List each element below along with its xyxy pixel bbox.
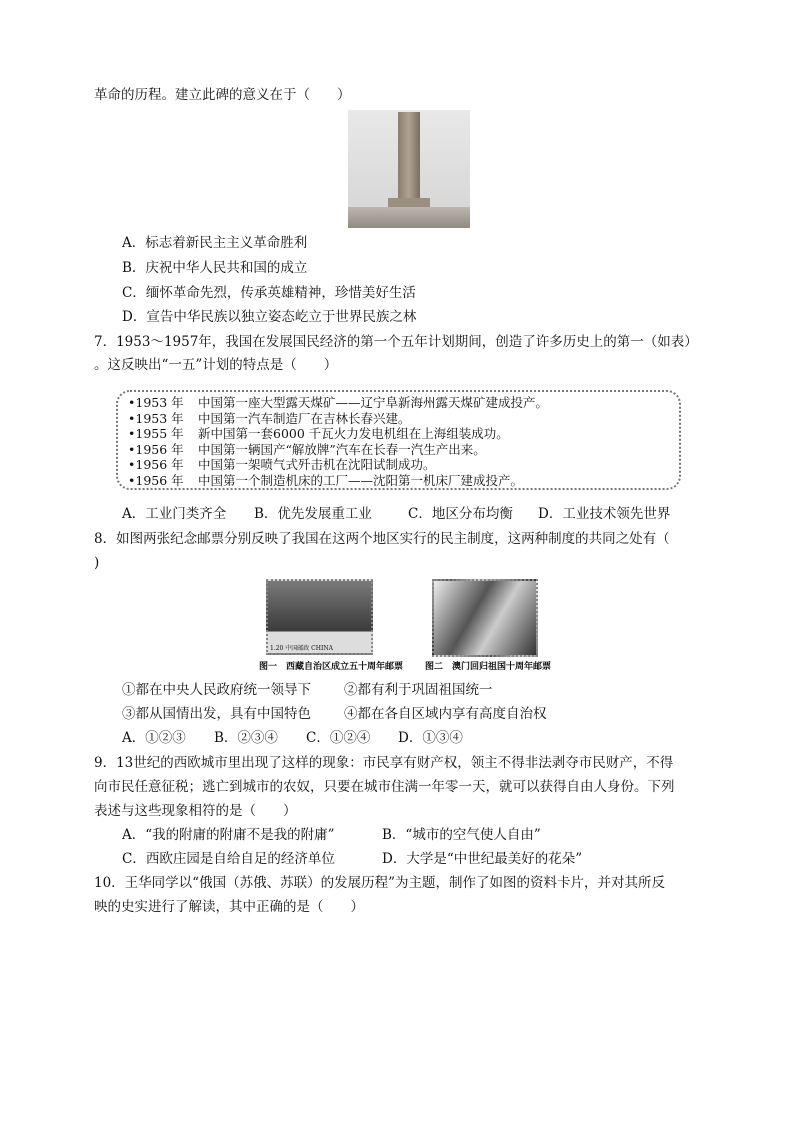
q8-option-d: D．①③④ <box>398 730 463 746</box>
q7-option-b: B．优先发展重工业 <box>254 506 372 522</box>
row-year: •1956 年 <box>128 457 184 472</box>
q7-options <box>122 504 670 524</box>
q8-option-b: B．②③④ <box>214 730 278 746</box>
q7-option-c: C．地区分布均衡 <box>408 506 513 522</box>
q7-firsts-table <box>116 390 681 490</box>
q6-stem: 革命的历程。建立此碑的意义在于（ ） <box>94 87 351 103</box>
q8-stem-1: 8．如图两张纪念邮票分别反映了我国在这两个地区实行的民主制度，这两种制度的共同之处有（ <box>94 531 670 547</box>
row-text: 中国第一汽车制造厂在吉林长春兴建。 <box>198 410 411 426</box>
q7-option-a: A．工业门类齐全 <box>122 506 227 522</box>
q9-option-a: A．“我的附庸的附庸不是我的附庸” <box>122 827 335 843</box>
row-text: 中国第一辆国产“解放牌”汽车在长春一汽生产出来。 <box>198 441 486 457</box>
macau-stamp <box>432 579 538 657</box>
q7-stem-2: 。这反映出“一五”计划的特点是（ ） <box>94 357 338 373</box>
q8-options <box>122 728 463 748</box>
q9-options-row-1 <box>122 825 541 845</box>
q10-stem-1: 10．王华同学以“俄国（苏俄、苏联）的发展历程”为主题，制作了如图的资料卡片，并对其所反 <box>94 875 665 891</box>
q10-stem-2: 映的史实进行了解读，其中正确的是（ ） <box>94 899 364 915</box>
stamp-caption-2: 图二 澳门回归祖国十周年邮票 <box>425 662 552 672</box>
q8-option-c: C．①②④ <box>306 730 371 746</box>
stamp-caption-1: 图一 西藏自治区成立五十周年邮票 <box>259 662 404 672</box>
q8-item-2: ②都有利于巩固祖国统一 <box>344 682 493 698</box>
q6-option-d: D．宣告中华民族以独立姿态屹立于世界民族之林 <box>122 309 417 325</box>
q8-items-row-2 <box>122 704 547 724</box>
q6-option-b: B．庆祝中华人民共和国的成立 <box>122 260 308 276</box>
q9-stem-1: 9．13世纪的西欧城市里出现了这样的现象：市民享有财产权，领主不得非法剥夺市民财产，不得 <box>94 755 674 771</box>
tibet-stamp <box>266 579 373 655</box>
table-row <box>128 395 669 411</box>
q8-stem-2: ) <box>94 555 100 571</box>
q8-item-1: ①都在中央人民政府统一领导下 <box>122 682 311 698</box>
table-row <box>128 411 669 427</box>
monument-photo <box>348 110 470 228</box>
q6-option-c: C．缅怀革命先烈，传承英雄精神，珍惜美好生活 <box>122 285 416 301</box>
row-year: •1953 年 <box>128 410 184 426</box>
row-year: •1953 年 <box>128 395 184 410</box>
q9-options-row-2 <box>122 849 582 869</box>
row-year: •1955 年 <box>128 426 184 441</box>
stamp-denomination: 1.20 中国邮政 CHINA <box>270 645 333 652</box>
q9-option-b: B．“城市的空气使人自由” <box>382 827 541 843</box>
q6-option-a: A．标志着新民主主义革命胜利 <box>122 235 308 251</box>
q7-option-d: D．工业技术领先世界 <box>538 506 671 522</box>
row-text: 中国第一个制造机床的工厂——沈阳第一机床厂建成投产。 <box>198 472 524 488</box>
q8-item-4: ④都在各自区域内享有高度自治权 <box>344 706 547 722</box>
table-row <box>128 473 669 489</box>
q8-item-3: ③都从国情出发，具有中国特色 <box>122 706 311 722</box>
table-row <box>128 457 669 473</box>
q7-stem-1: 7．1953～1957年，我国在发展国民经济的第一个五年计划期间，创造了许多历史上的第一（如表） <box>94 334 698 350</box>
table-row <box>128 442 669 458</box>
row-text: 新中国第一套6000 千瓦火力发电机组在上海组装成功。 <box>198 426 509 441</box>
row-text: 中国第一架喷气式歼击机在沈阳试制成功。 <box>198 457 436 472</box>
q8-items-row-1 <box>122 680 493 700</box>
row-year: •1956 年 <box>128 472 184 488</box>
row-year: •1956 年 <box>128 441 184 457</box>
q9-option-d: D．大学是“中世纪最美好的花朵” <box>382 851 583 867</box>
table-row <box>128 426 669 442</box>
row-text: 中国第一座大型露天煤矿——辽宁阜新海州露天煤矿建成投产。 <box>198 395 549 410</box>
q9-stem-3: 表述与这些现象相符的是（ ） <box>94 803 297 819</box>
q8-option-a: A．①②③ <box>122 730 186 746</box>
q9-stem-2: 向市民任意征税；逃亡到城市的农奴，只要在城市住满一年零一天，就可以获得自由人身份。下列 <box>94 779 675 795</box>
q9-option-c: C．西欧庄园是自给自足的经济单位 <box>122 851 335 867</box>
